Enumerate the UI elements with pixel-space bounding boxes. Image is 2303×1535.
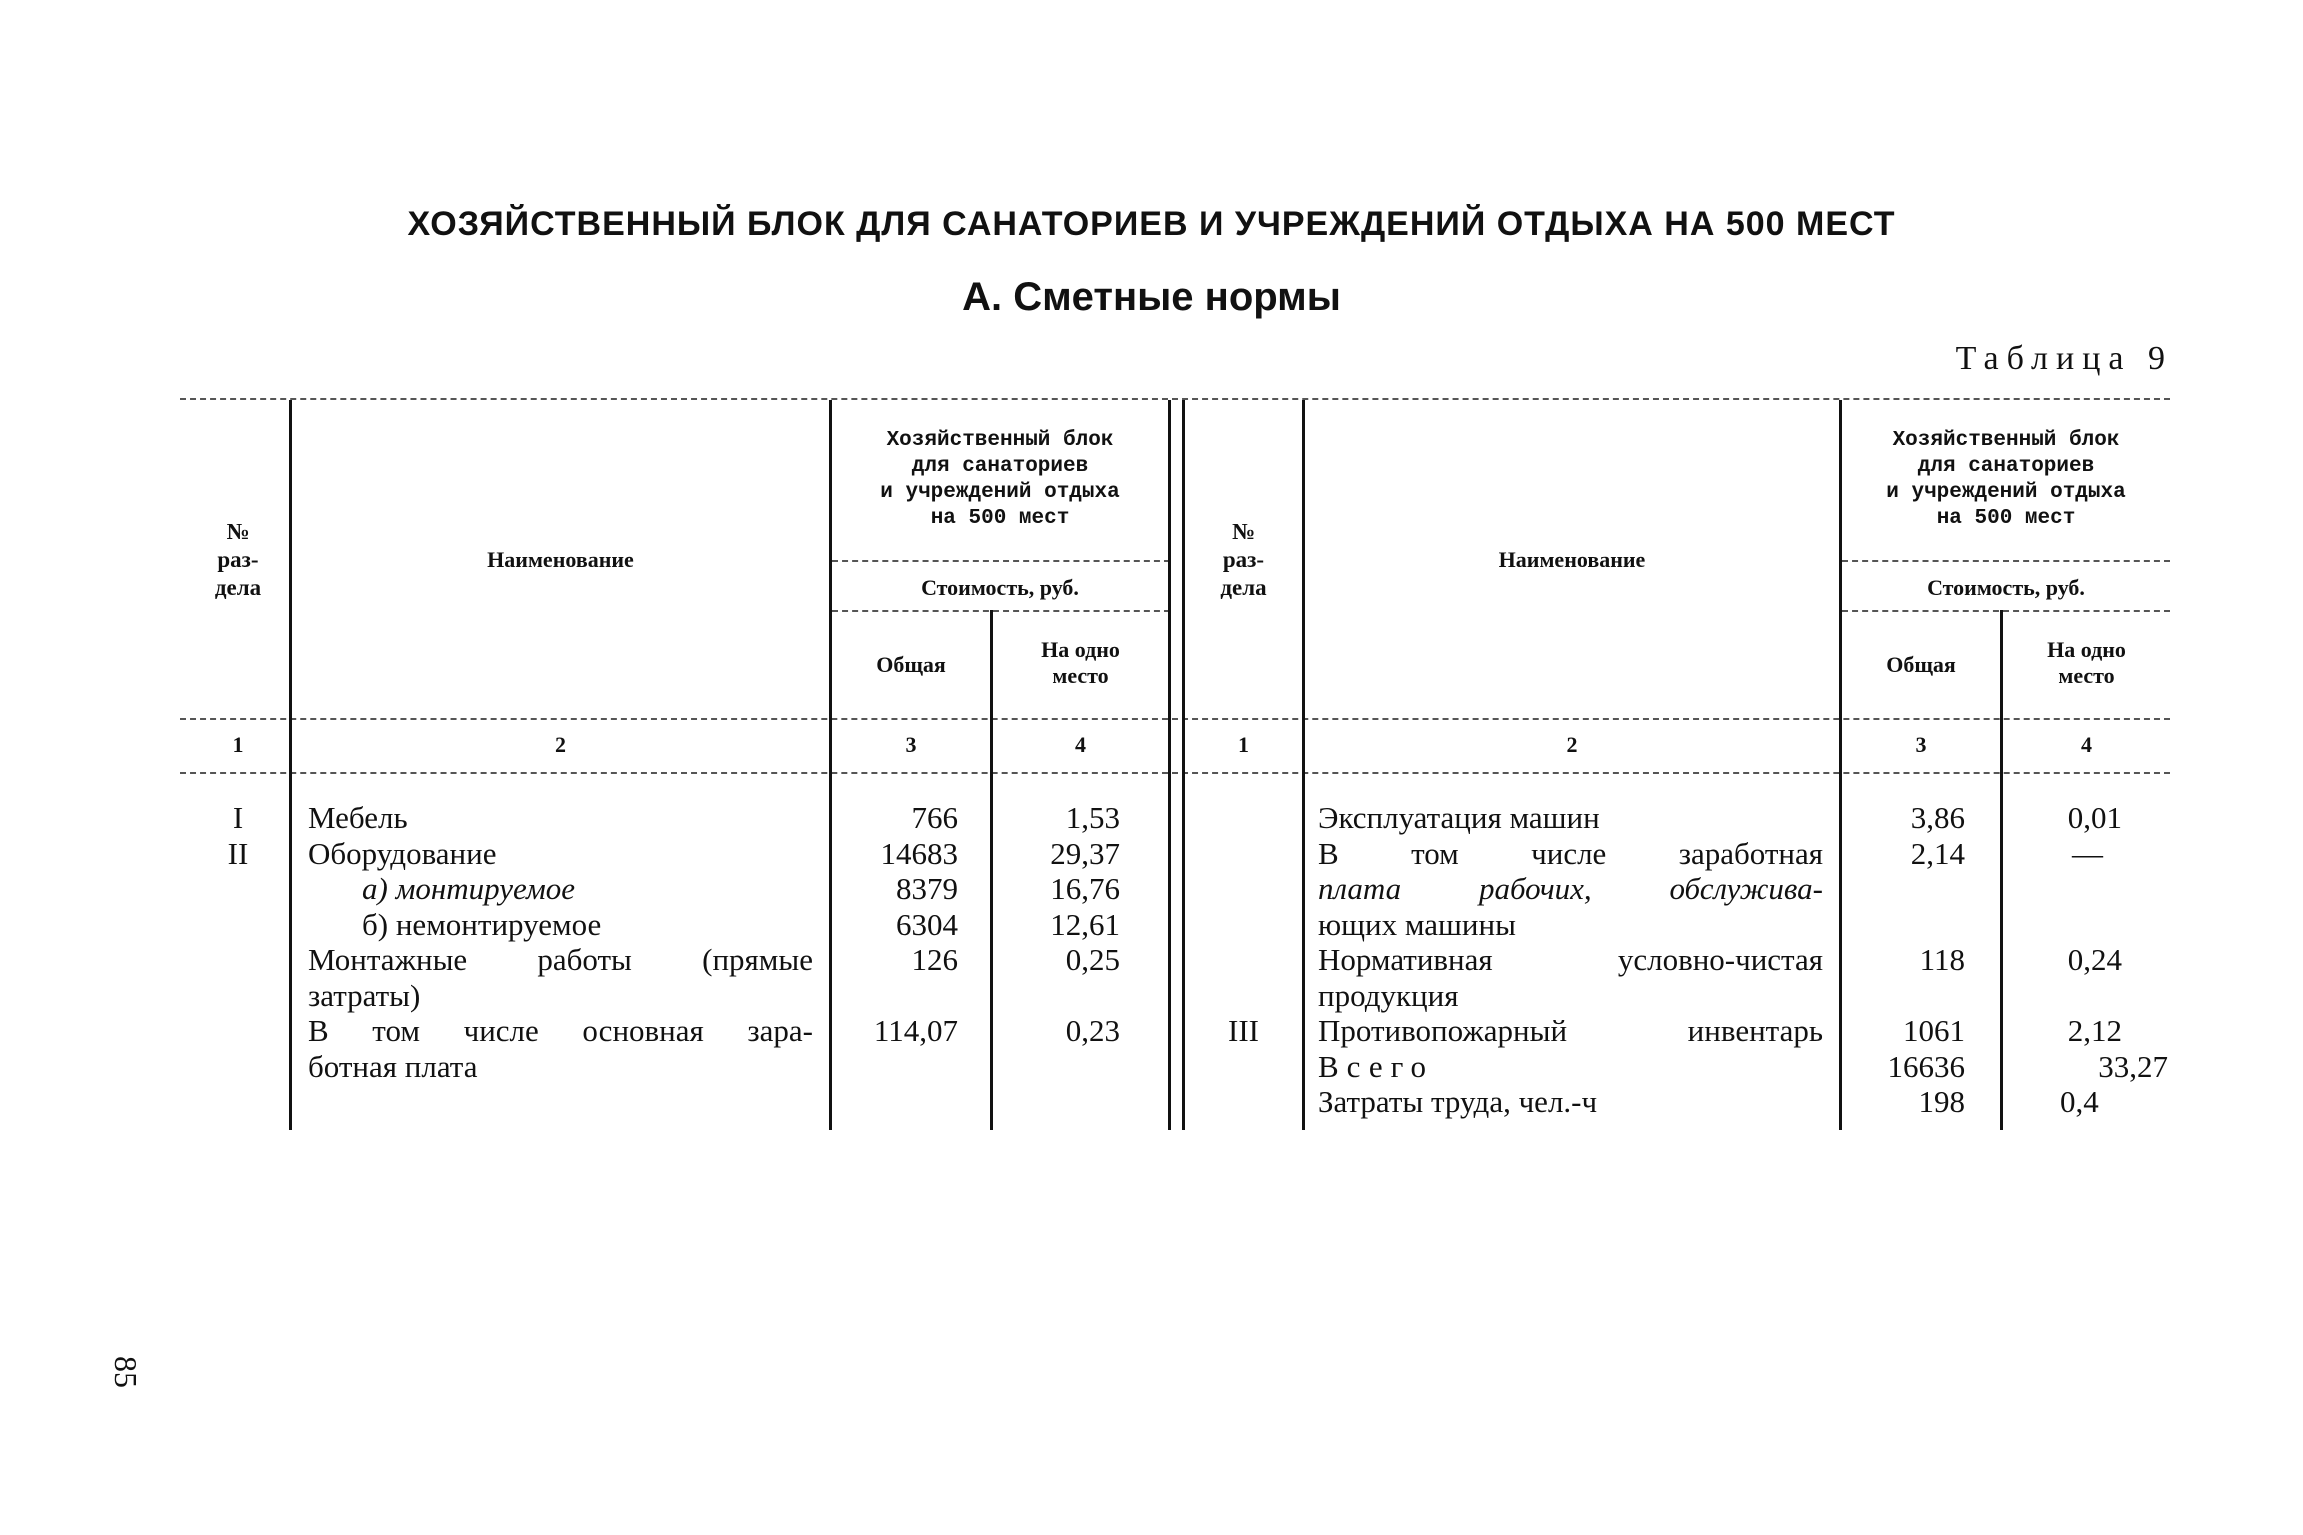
right-row5-name: Всего: [1318, 1049, 1435, 1084]
left-row1-total: 766: [911, 800, 958, 835]
vline-center-a: [1168, 400, 1171, 1130]
right-row3-total: 118: [1919, 942, 1965, 977]
right-row3-name-line1: Нормативная условно-чистая: [1318, 942, 1823, 977]
table-top-rule: [180, 398, 2170, 400]
right-row2-name-line1: В том числе заработная: [1318, 836, 1823, 871]
header-group: Хозяйственный блок для санаториев и учреждений отдыха на 500 мест: [880, 429, 1120, 530]
right-row4-total: 1061: [1903, 1013, 1965, 1048]
right-row1-name: Эксплуатация машин: [1318, 800, 1600, 835]
right-row3-per-place: 0,24: [2067, 942, 2122, 977]
header-bottom-rule: [180, 718, 2170, 720]
right-row2-total: 2,14: [1910, 836, 1965, 871]
left-row4-total: 6304: [896, 907, 958, 942]
left-row1-section: I: [232, 800, 244, 835]
right-row6-per-place: 0,4: [2060, 1084, 2099, 1119]
right-row5-total: 16636: [1887, 1049, 1965, 1084]
right-row4-section: III: [1228, 1013, 1259, 1048]
left-row3-total: 8379: [896, 871, 958, 906]
left-row1-per-place: 1,53: [1065, 800, 1120, 835]
left-row5-name-line1: Монтажные работы (прямые: [308, 942, 813, 977]
left-row6-per-place: 0,23: [1065, 1013, 1120, 1048]
page-subtitle: А. Сметные нормы: [962, 275, 1341, 319]
colnum-bottom-rule: [180, 772, 2170, 774]
left-row5-name-line2: затраты): [308, 978, 421, 1013]
cost-rule-right: [1842, 560, 2170, 562]
colnum-3-right: 3: [1915, 732, 1927, 757]
header-name: Наименование: [487, 547, 634, 572]
header-section-no: № раз- дела: [214, 519, 262, 600]
right-row3-name-line2: продукция: [1318, 978, 1459, 1013]
right-row5-per-place: 33,27: [2098, 1049, 2168, 1084]
subcol-rule-right: [1842, 610, 2170, 612]
colnum-3: 3: [905, 732, 917, 757]
header-per-place: На одно место: [1041, 637, 1120, 688]
header-cost: Стоимость, руб.: [921, 575, 1079, 600]
vline-right-section: [1302, 400, 1305, 1130]
header-total: Общая: [876, 652, 946, 677]
left-row1-name: Мебель: [308, 800, 408, 835]
left-row2-name: Оборудование: [308, 836, 497, 871]
left-row6-name-line1: В том числе основная зара-: [308, 1013, 813, 1048]
right-row4-per-place: 2,12: [2067, 1013, 2122, 1048]
left-row2-section: II: [227, 836, 249, 871]
cost-rule-left: [832, 560, 1170, 562]
page-title: ХОЗЯЙСТВЕННЫЙ БЛОК ДЛЯ САНАТОРИЕВ И УЧРЕЖДЕНИЙ ОТДЫХА НА 500 МЕСТ: [407, 205, 1896, 243]
colnum-2: 2: [555, 732, 566, 757]
left-row6-total: 114,07: [873, 1013, 958, 1048]
subcol-rule-left: [832, 610, 1170, 612]
left-row3-per-place: 16,76: [1050, 871, 1120, 906]
colnum-4-right: 4: [2081, 732, 2092, 757]
right-row1-per-place: 0,01: [2067, 800, 2122, 835]
right-row2-name-line2: плата рабочих, обслужива-: [1318, 871, 1823, 906]
header-cost-right: Стоимость, руб.: [1927, 575, 2085, 600]
left-row6-name-line2: ботная плата: [308, 1049, 478, 1084]
table-label: Таблица 9: [1955, 340, 2173, 377]
header-name-right: Наименование: [1498, 547, 1646, 572]
page-number: 85: [108, 1356, 144, 1388]
right-row6-name: Затраты труда, чел.-ч: [1318, 1084, 1598, 1119]
right-row1-total: 3,86: [1910, 800, 1965, 835]
left-row3-name: а) монтируемое: [362, 871, 576, 906]
right-row4-name: Противопожарный инвентарь: [1318, 1013, 1823, 1048]
right-row2-per-place: —: [2072, 836, 2103, 871]
header-group-right: Хозяйственный блок для санаториев и учреждений отдыха на 500 мест: [1886, 429, 2126, 530]
left-row2-per-place: 29,37: [1050, 836, 1120, 871]
colnum-4: 4: [1075, 732, 1086, 757]
header-section-no-right: № раз- дела: [1220, 519, 1267, 600]
right-row6-total: 198: [1918, 1084, 1965, 1119]
header-per-place-right: На одно место: [2047, 637, 2126, 688]
left-row2-total: 14683: [880, 836, 958, 871]
colnum-1: 1: [232, 732, 244, 757]
colnum-1-right: 1: [1238, 732, 1249, 757]
colnum-2-right: 2: [1566, 732, 1578, 757]
left-row5-total: 126: [911, 942, 958, 977]
left-row5-per-place: 0,25: [1065, 942, 1120, 977]
left-row4-name: б) немонтируемое: [362, 907, 602, 942]
vline-left-section: [289, 400, 292, 1130]
right-row2-name-line3: ющих машины: [1318, 907, 1516, 942]
header-total-right: Общая: [1886, 652, 1956, 677]
left-row4-per-place: 12,61: [1050, 907, 1120, 942]
